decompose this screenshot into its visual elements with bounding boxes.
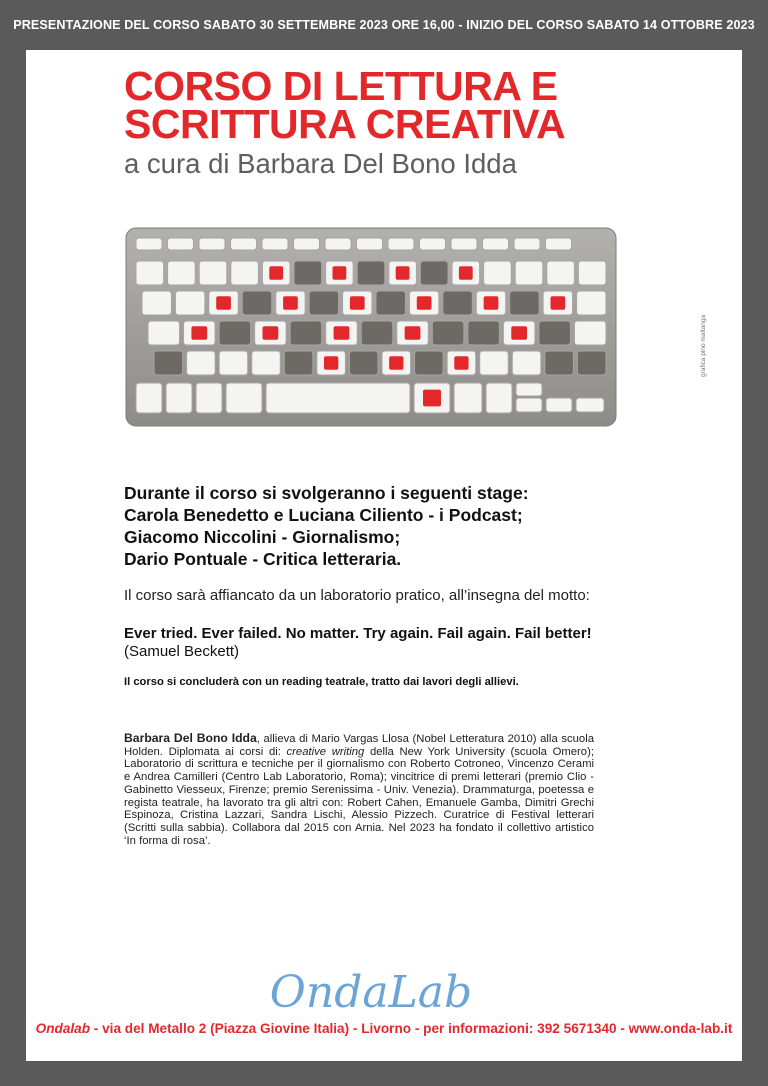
keyboard-key xyxy=(516,383,542,396)
bio-name: Barbara Del Bono Idda xyxy=(124,731,257,745)
keyboard-red-glyph xyxy=(216,296,231,309)
keyboard-red-glyph xyxy=(350,296,365,309)
footer-contact xyxy=(0,1021,768,1036)
keyboard-photo-key xyxy=(361,321,393,345)
bio-text-2: della New York University (scuola Omero); Laboratorio di scrittura e tecniche per il giornalismo con Roberto Cotroneo, Vincenzo Cerami e Andrea Camilleri (Centro Lab Laboratorio, Roma); vincitrice di premi letterari (premio Clio - Gabinetto Viesseux, Firenze; premio Serenissima - Univ. Venezia). Drammaturga, poetessa e regista teatrale, ha lavorato tra gli altri con: Robert Cahen, Emanuele Gamba, Dimitri Grechi Espinoza, Cristina Lazzari, Sandra Lischi, Alessio Pizzech. Curatrice di Festival letterari (Scritti sulla sabbia). Collabora dal 2015 con Arnia. Nel 2023 ha fondato il collettivo artistico ‘In forma di rosa’. xyxy=(124,745,594,847)
keyboard-key xyxy=(226,383,262,413)
keyboard-key xyxy=(546,238,572,250)
course-subtitle: a cura di Barbara Del Bono Idda xyxy=(124,148,517,179)
keyboard-key xyxy=(516,398,542,412)
keyboard-photo-key xyxy=(349,351,378,375)
closing-text: Il corso si concluderà con un reading teatrale, tratto dai lavori degli allievi. xyxy=(124,676,519,688)
keyboard-key xyxy=(166,383,192,413)
keyboard-photo-key xyxy=(294,261,322,285)
stages-intro: Durante il corso si svolgeranno i seguenti stage: xyxy=(124,483,529,503)
keyboard-key xyxy=(574,321,606,345)
footer-brand: Ondalab xyxy=(35,1021,91,1036)
keyboard-red-glyph xyxy=(396,266,410,279)
keyboard-key xyxy=(266,383,410,413)
keyboard-key xyxy=(451,238,477,250)
keyboard-photo-key xyxy=(545,351,574,375)
keyboard-key xyxy=(514,238,540,250)
keyboard-key xyxy=(262,238,288,250)
top-banner xyxy=(0,0,768,50)
keyboard-red-glyph xyxy=(269,266,283,279)
keyboard-photo-key xyxy=(420,261,448,285)
motto-quote: Ever tried. Ever failed. No matter. Try again. Fail again. Fail better! xyxy=(124,625,592,642)
keyboard-svg xyxy=(124,226,618,428)
workshop-text: Il corso sarà affiancato da un laboratorio pratico, all’insegna del motto: xyxy=(124,587,590,604)
keyboard-key xyxy=(576,398,604,412)
keyboard-photo-key xyxy=(510,291,539,315)
stage-item: Giacomo Niccolini - Giornalismo; xyxy=(124,527,401,547)
keyboard-key xyxy=(187,351,216,375)
keyboard-key xyxy=(252,351,281,375)
keyboard-key xyxy=(199,261,227,285)
bio-text-1: , allieva di Mario Vargas Llosa (Nobel Letteratura 2010) alla scuola Holden. Diplomata ai corsi di: xyxy=(124,733,594,758)
keyboard-key xyxy=(136,383,162,413)
title-line-2: SCRITTURA CREATIVA xyxy=(124,101,566,147)
keyboard-key xyxy=(325,238,351,250)
keyboard-red-glyph xyxy=(324,356,338,369)
footer-details: - via del Metallo 2 (Piazza Giovine Italia) - Livorno - per informazioni: 392 5671340 - www.onda-lab.it xyxy=(90,1021,733,1036)
keyboard-key xyxy=(515,261,543,285)
keyboard-key xyxy=(142,291,171,315)
keyboard-key xyxy=(546,398,572,412)
keyboard-red-glyph xyxy=(334,326,350,339)
keyboard-key xyxy=(486,383,512,413)
keyboard-photo-key xyxy=(284,351,313,375)
course-title xyxy=(124,63,566,147)
keyboard-photo-key xyxy=(432,321,464,345)
keyboard-key xyxy=(484,261,512,285)
stage-item: Dario Pontuale - Critica letteraria. xyxy=(124,549,402,569)
keyboard-red-glyph xyxy=(405,326,421,339)
keyboard-photo-key xyxy=(290,321,322,345)
keyboard-key xyxy=(547,261,575,285)
banner-text: PRESENTAZIONE DEL CORSO SABATO 30 SETTEMBRE 2023 ORE 16,00 - INIZIO DEL CORSO SABATO 14 OTTOBRE 2023 xyxy=(13,18,755,32)
keyboard-red-glyph xyxy=(459,266,473,279)
keyboard-key xyxy=(231,261,259,285)
keyboard-illustration xyxy=(124,226,618,433)
keyboard-key xyxy=(480,351,509,375)
keyboard-photo-key xyxy=(577,351,606,375)
keyboard-photo-key xyxy=(242,291,271,315)
keyboard-red-glyph xyxy=(417,296,432,309)
keyboard-photo-key xyxy=(539,321,571,345)
keyboard-photo-key xyxy=(357,261,385,285)
keyboard-red-glyph xyxy=(333,266,347,279)
keyboard-red-glyph xyxy=(263,326,279,339)
keyboard-red-glyph xyxy=(191,326,207,339)
graphics-credit: grafica pino maltanga xyxy=(700,314,707,377)
svg-text:OndaLab: OndaLab xyxy=(269,967,473,1018)
keyboard-photo-key xyxy=(154,351,183,375)
keyboard-photo-key xyxy=(443,291,472,315)
keyboard-red-glyph xyxy=(484,296,499,309)
keyboard-key xyxy=(294,238,320,250)
keyboard-key xyxy=(168,261,196,285)
keyboard-key xyxy=(454,383,482,413)
logo-svg xyxy=(266,955,476,1025)
keyboard-photo-key xyxy=(219,321,251,345)
stages-block xyxy=(124,482,529,570)
stage-item: Carola Benedetto e Luciana Ciliento - i Podcast; xyxy=(124,505,523,525)
keyboard-photo-key xyxy=(468,321,500,345)
keyboard-key xyxy=(199,238,225,250)
keyboard-key xyxy=(578,261,606,285)
keyboard-key xyxy=(357,238,383,250)
keyboard-red-glyph xyxy=(423,390,441,407)
keyboard-red-glyph xyxy=(454,356,468,369)
keyboard-key xyxy=(136,238,162,250)
keyboard-key xyxy=(512,351,541,375)
keyboard-key xyxy=(483,238,509,250)
keyboard-key xyxy=(577,291,606,315)
ondalab-logo xyxy=(266,955,476,1025)
biography xyxy=(124,732,594,847)
keyboard-key xyxy=(136,261,164,285)
keyboard-key xyxy=(175,291,204,315)
keyboard-key xyxy=(168,238,194,250)
keyboard-photo-key xyxy=(309,291,338,315)
keyboard-red-glyph xyxy=(551,296,566,309)
keyboard-key xyxy=(231,238,257,250)
keyboard-red-glyph xyxy=(511,326,527,339)
keyboard-key xyxy=(420,238,446,250)
keyboard-key xyxy=(196,383,222,413)
keyboard-key xyxy=(388,238,414,250)
keyboard-red-glyph xyxy=(389,356,403,369)
title-line-1: CORSO DI LETTURA E xyxy=(124,63,558,109)
keyboard-photo-key xyxy=(415,351,444,375)
keyboard-red-glyph xyxy=(283,296,298,309)
keyboard-photo-key xyxy=(376,291,405,315)
motto xyxy=(124,625,594,661)
bio-italic: creative writing xyxy=(286,745,365,758)
motto-attribution: (Samuel Beckett) xyxy=(124,643,240,660)
keyboard-key xyxy=(219,351,248,375)
keyboard-key xyxy=(148,321,180,345)
